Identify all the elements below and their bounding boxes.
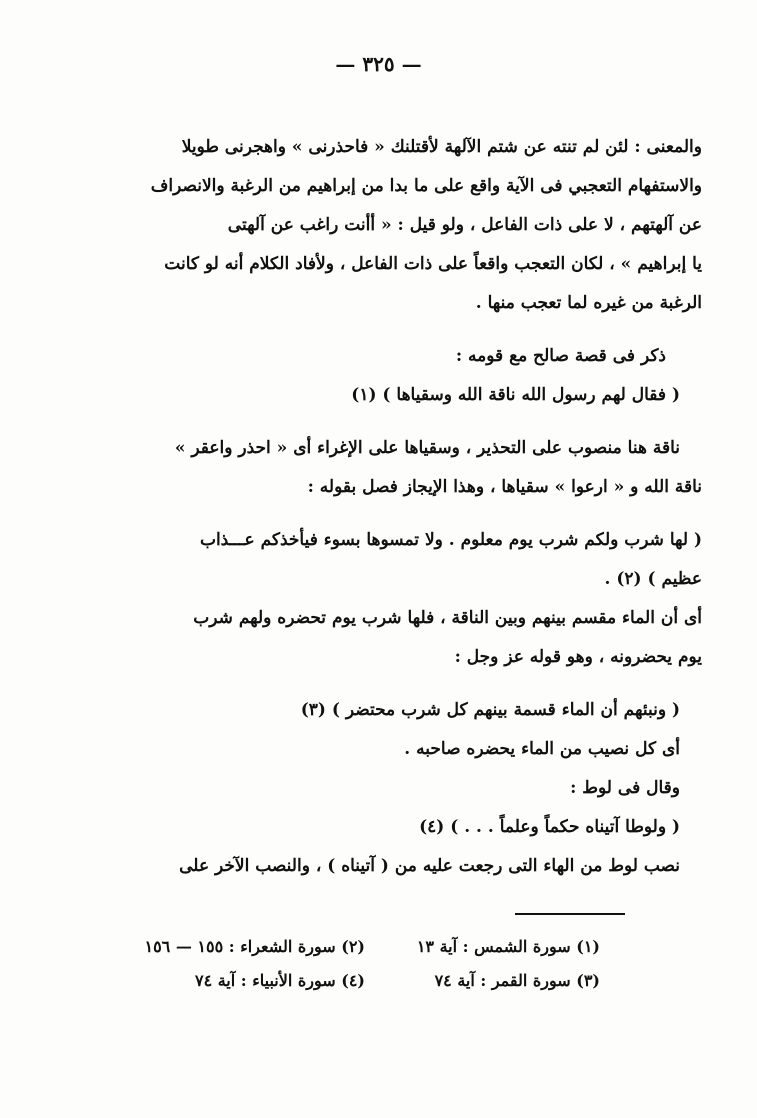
footnote-2: (٢) سورة الشعراء : ١٥٥ — ١٥٦: [144, 937, 365, 956]
text-line: نصب لوط من الهاء التى رجعت عليه من ( آتيناه ) ، والنصب الآخر على: [179, 856, 680, 876]
section-heading: ذكر فى قصة صالح مع قومه :: [455, 346, 666, 366]
quran-quote: ( فقال لهم رسول الله ناقة الله وسقياها ) (١): [351, 385, 680, 405]
text-line: أى أن الماء مقسم بينهم وبين الناقة ، فلها شرب يوم تحضره ولهم شرب: [193, 608, 702, 628]
quran-quote: ( لها شرب ولكم شرب يوم معلوم . ولا تمسوها بسوء فيأخذكم عـــذاب: [199, 530, 702, 550]
text-line: الرغبة من غيره لما تعجب منها .: [475, 293, 702, 313]
text-line: والمعنى : لئن لم تنته عن شتم الآلهة لأقتلنك « فاحذرنى » واهجرنى طويلا: [181, 137, 702, 157]
footnote-4: (٤) سورة الأنبياء : آية ٧٤: [194, 971, 365, 990]
quran-quote: ( ونبئهم أن الماء قسمة بينهم كل شرب محتضر ) (٣): [300, 700, 680, 720]
footnote-3: (٣) سورة القمر : آية ٧٤: [434, 971, 600, 990]
text-line: والاستفهام التعجبي فى الآية واقع على ما بدا من إبراهيم من الرغبة والانصراف: [150, 176, 702, 196]
text-line: يوم يحضرونه ، وهو قوله عز وجل :: [454, 647, 702, 667]
text-line: يا إبراهيم » ، لكان التعجب واقعاً على ذات الفاعل ، ولأفاد الكلام أنه لو كانت: [164, 254, 702, 274]
body-text: [92, 128, 702, 886]
text-line: ناقة هنا منصوب على التحذير ، وسقياها على الإغراء أى « احذر واعقر »: [174, 438, 680, 458]
quran-quote: ( ولوطا آتيناه حكماً وعلماً . . . ) (٤): [419, 817, 680, 837]
quran-quote: عظيم ) (٢) .: [604, 569, 702, 589]
footnote-1: (١) سورة الشمس : آية ١٣: [416, 937, 600, 956]
text-line: أى كل نصيب من الماء يحضره صاحبه .: [404, 739, 680, 759]
footnote-row: [110, 964, 600, 998]
footnotes: [110, 930, 600, 998]
page-number: — ٣٢٥ —: [335, 52, 422, 76]
text-line: عن آلهتهم ، لا على ذات الفاعل ، ولو قيل : « أأنت راغب عن آلهتى: [227, 215, 702, 235]
text-line: ناقة الله و « ارعوا » سقياها ، وهذا الإيجاز فصل بقوله :: [307, 477, 702, 497]
footnote-divider: [515, 913, 625, 915]
footnote-row: [110, 930, 600, 964]
section-heading: وقال فى لوط :: [570, 778, 680, 798]
